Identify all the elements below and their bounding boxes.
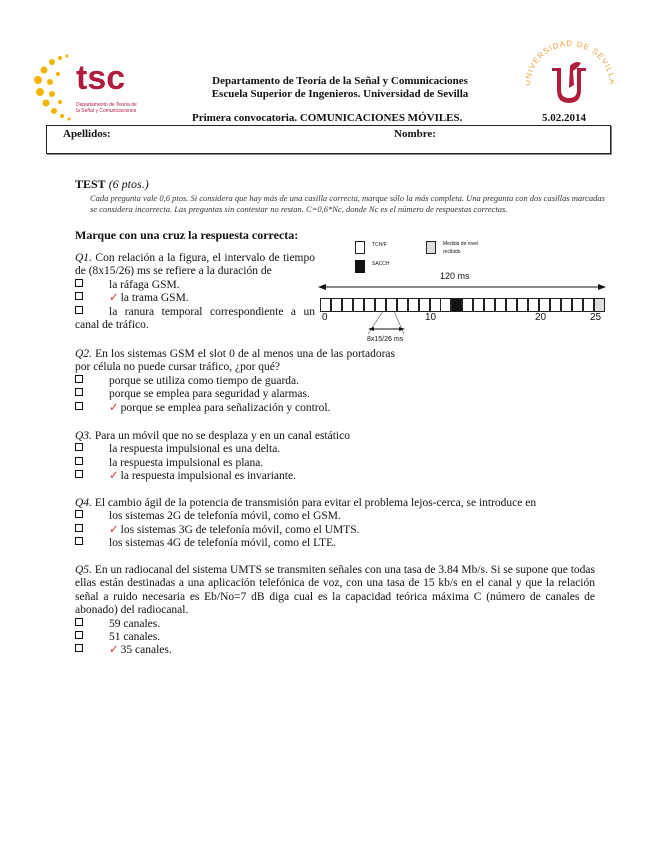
- question-3: [75, 430, 595, 484]
- question-number: Q1.: [75, 252, 92, 264]
- answer-checkbox[interactable]: [75, 644, 83, 652]
- u-shape-icon: [552, 68, 586, 103]
- answer-text: la respuesta impulsional es plana.: [109, 456, 264, 469]
- answer-text: 51 canales.: [109, 631, 161, 644]
- answer-text: la respuesta impulsional es una delta.: [109, 443, 281, 456]
- question-1: [75, 252, 315, 332]
- slot-tch: [550, 298, 561, 312]
- test-prompt: Marque con una cruz la respuesta correcta:: [75, 228, 299, 242]
- slot-tch: [419, 298, 430, 312]
- answer-checkbox[interactable]: [75, 292, 83, 300]
- answer-checkbox[interactable]: [75, 388, 83, 396]
- answer-text: porque se utiliza como tiempo de guarda.: [109, 374, 300, 387]
- tick-label: 25: [590, 312, 602, 323]
- slot-tch: [517, 298, 528, 312]
- school-name: Escuela Superior de Ingenieros. Universidad de Sevilla: [211, 88, 469, 100]
- slot-tch: [386, 298, 397, 312]
- answer-option[interactable]: [75, 510, 595, 523]
- question-text: [75, 252, 315, 279]
- answer-text: 59 canales.: [109, 617, 161, 630]
- answer-option[interactable]: [75, 388, 395, 401]
- question-text: [75, 348, 395, 375]
- answer-checkbox[interactable]: [75, 443, 83, 451]
- answer-text: la ráfaga GSM.: [109, 278, 180, 291]
- slot-tch: [364, 298, 375, 312]
- tsc-dots-icon: [30, 52, 76, 124]
- answer-checkbox[interactable]: [75, 618, 83, 626]
- slot-tch: [539, 298, 550, 312]
- check-mark-icon: ✓: [109, 470, 119, 483]
- check-mark-icon: ✓: [109, 292, 119, 305]
- slot-tch: [561, 298, 572, 312]
- slot-duration-label: 8x15/26 ms: [367, 336, 404, 343]
- answer-option[interactable]: [75, 292, 315, 305]
- slot-tch: [495, 298, 506, 312]
- universidad-sevilla-logo: [526, 36, 614, 116]
- answer-option[interactable]: [75, 537, 595, 550]
- tick-label: 0: [322, 312, 328, 323]
- answer-option[interactable]: [75, 375, 395, 388]
- question-text: [75, 430, 595, 443]
- answer-checkbox[interactable]: [75, 510, 83, 518]
- check-mark-icon: ✓: [109, 644, 119, 657]
- slot-tch: [440, 298, 451, 312]
- question-stem: El cambio ágil de la potencia de transmisión para evitar el problema lejos-cerca, se introduce en: [94, 497, 537, 509]
- legend-idle-swatch: [426, 241, 436, 254]
- test-instructions: Cada pregunta vale 0,6 ptos. Si considera que hay más de una casilla correcta, marque sólo la más completa. Una pregunta con dos casillas marcadas se considera incorrecta. Las preguntas sin contestar no restan. C=0,6*Nc, donde Nc es el número de respuestas correctas.: [90, 193, 605, 214]
- tick-label: 20: [535, 312, 547, 323]
- answer-checkbox[interactable]: [75, 375, 83, 383]
- answer-option[interactable]: [75, 618, 595, 631]
- name-label: Nombre:: [394, 128, 436, 140]
- question-4: [75, 497, 595, 551]
- diagram-arrows: [318, 283, 608, 353]
- legend-sacch-label: SACCH: [372, 261, 390, 267]
- test-title: TEST: [75, 177, 106, 191]
- tick-label: 10: [425, 312, 437, 323]
- department-name: Departamento de Teoría de la Señal y Comunicaciones: [212, 75, 468, 87]
- slot-tch: [484, 298, 495, 312]
- slot-tch: [473, 298, 484, 312]
- slot-tch: [342, 298, 353, 312]
- tsc-logo-subtext: Departamento de Teoría de la Señal y Comunicaciones: [76, 102, 137, 114]
- slot-tch: [397, 298, 408, 312]
- legend-idle-label: Medida de nivel recibido: [443, 241, 479, 255]
- answer-option[interactable]: [75, 524, 595, 537]
- test-points: (6 ptos.): [108, 177, 149, 191]
- answer-option[interactable]: [75, 457, 595, 470]
- question-2: [75, 348, 395, 415]
- question-number: Q4.: [75, 497, 92, 509]
- question-stem: Para un móvil que no se desplaza y en un canal estático: [94, 430, 350, 442]
- check-mark-icon: ✓: [109, 523, 119, 536]
- answer-text: los sistemas 4G de telefonía móvil, como el LTE.: [109, 537, 336, 550]
- exam-date: 5.02.2014: [542, 112, 586, 124]
- slot-tch: [331, 298, 342, 312]
- answer-text: 35 canales.: [120, 644, 172, 657]
- slot-idle: [594, 298, 605, 312]
- university-name-arc: IVERSIDAD DE SEVIL: [526, 38, 614, 75]
- slot-tch: [375, 298, 386, 312]
- slot-tch: [583, 298, 594, 312]
- answer-option[interactable]: [75, 443, 595, 456]
- answer-option[interactable]: [75, 402, 395, 415]
- answer-checkbox[interactable]: [75, 457, 83, 465]
- answer-option[interactable]: [75, 644, 595, 657]
- slot-sacch: [451, 298, 462, 312]
- question-stem: En un radiocanal del sistema UMTS se transmiten señales con una tasa de 3.84 Mb/s. Si se supone que todas ellas están destinadas a una aplicación telefónica de voz, con una tasa de 15 kb/s en el canal y que la relación señal a ruido necesaria es Eb/No=7 dB diga cual es la capacidad teórica máxima C (número de canales de abonado) del radiocanal.: [75, 564, 595, 617]
- surname-label: Apellidos:: [63, 128, 111, 140]
- answer-checkbox[interactable]: [75, 470, 83, 478]
- span-label: 120 ms: [440, 271, 470, 281]
- answer-checkbox[interactable]: [75, 402, 83, 410]
- slot-tch: [572, 298, 583, 312]
- slot-tch: [462, 298, 473, 312]
- answer-text: la ranura temporal correspondiente a un canal de tráfico.: [75, 305, 315, 332]
- answer-text: porque se emplea para señalización y control.: [120, 401, 331, 414]
- answer-checkbox[interactable]: [75, 537, 83, 545]
- slot-tch: [320, 298, 331, 312]
- answer-checkbox[interactable]: [75, 306, 83, 314]
- answer-option[interactable]: [75, 470, 595, 483]
- slot-tch: [430, 298, 441, 312]
- question-text: [75, 497, 595, 510]
- student-info-box[interactable]: [46, 125, 611, 154]
- slot-tch: [528, 298, 539, 312]
- answer-text: los sistemas 2G de telefonía móvil, como el GSM.: [109, 510, 341, 523]
- question-number: Q3.: [75, 430, 92, 442]
- answer-text: los sistemas 3G de telefonía móvil, como el UMTS.: [120, 523, 360, 536]
- answer-option[interactable]: [75, 306, 315, 333]
- answer-checkbox[interactable]: [75, 279, 83, 287]
- answer-checkbox[interactable]: [75, 631, 83, 639]
- answer-option[interactable]: [75, 631, 595, 644]
- tsc-logo: [30, 52, 140, 124]
- legend-tch-label: TCH/F: [372, 242, 387, 248]
- test-heading: [75, 177, 149, 191]
- tsc-logo-text: tsc: [76, 59, 126, 97]
- answer-checkbox[interactable]: [75, 524, 83, 532]
- check-mark-icon: ✓: [109, 401, 119, 414]
- slot-tch: [353, 298, 364, 312]
- question-5: [75, 564, 595, 658]
- exam-title: Primera convocatoria. COMUNICACIONES MÓVILES.: [192, 112, 463, 124]
- answer-text: la trama GSM.: [120, 292, 189, 305]
- question-stem: En los sistemas GSM el slot 0 de al menos una de las portadoras por célula no puede cursar tráfico, ¿por qué?: [75, 348, 395, 374]
- question-number: Q2.: [75, 348, 92, 360]
- slot-tch: [506, 298, 517, 312]
- legend-sacch-swatch: [355, 260, 365, 273]
- answer-text: la respuesta impulsional es invariante.: [120, 470, 296, 483]
- answer-option[interactable]: [75, 279, 315, 292]
- answer-text: porque se emplea para seguridad y alarmas.: [109, 388, 310, 401]
- slot-tch: [408, 298, 419, 312]
- question-stem: Con relación a la figura, el intervalo de tiempo de (8x15/26) ms se refiere a la duración de: [75, 252, 316, 278]
- question-number: Q5.: [75, 564, 92, 576]
- question-text: [75, 564, 595, 618]
- legend-tch-swatch: [355, 241, 365, 254]
